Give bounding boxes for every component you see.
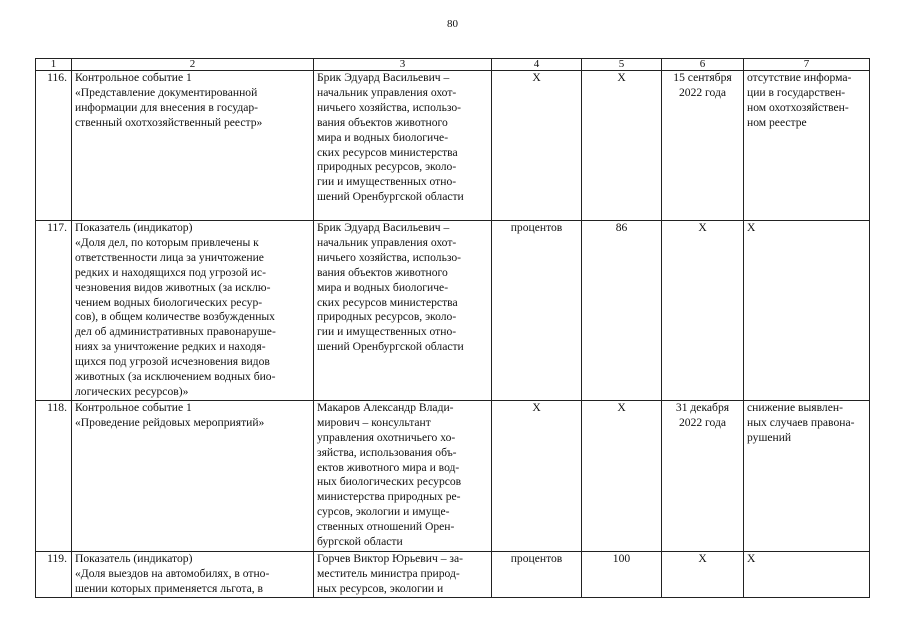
table-header-row	[36, 59, 870, 71]
result-cell-line: ном охотхозяйствен-	[747, 100, 849, 114]
header-cell: 1	[36, 59, 72, 71]
responsible-person-line: гии и имущественных отно-	[317, 175, 457, 189]
row-name-line: чезновения видов животных (за исклю-	[75, 280, 271, 294]
unit-cell: процентов	[492, 551, 582, 597]
responsible-person-line: Макаров Александр Влади-	[317, 400, 454, 414]
responsible-person	[314, 400, 492, 551]
responsible-person-line: меститель министра природ-	[317, 566, 460, 580]
row-name-line: редких и находящихся под угрозой ис-	[75, 265, 266, 279]
responsible-person-line: вания объектов животного	[317, 265, 448, 279]
plan-table	[35, 58, 870, 598]
responsible-person-line: ственных отношений Орен-	[317, 520, 455, 534]
row-number: 116.	[36, 71, 72, 221]
responsible-person-line: начальник управления охот-	[317, 235, 457, 249]
responsible-person-line: шений Оренбургской области	[317, 340, 464, 354]
row-name-line: «Проведение рейдовых мероприятий»	[75, 415, 265, 429]
responsible-person-line: бургской области	[317, 535, 403, 549]
deadline-cell	[662, 71, 744, 221]
table-row	[36, 71, 870, 221]
result-cell-line: ном реестре	[747, 115, 807, 129]
deadline-cell	[662, 551, 744, 597]
header-cell: 6	[662, 59, 744, 71]
row-name-line: шении которых применяется льгота, в	[75, 581, 264, 595]
row-name-line: Показатель (индикатор)	[75, 221, 193, 234]
value-cell: 86	[582, 221, 662, 401]
unit-cell: Х	[492, 71, 582, 221]
responsible-person-line: ных ресурсов, экологии и	[317, 581, 444, 595]
header-cell: 5	[582, 59, 662, 71]
row-name-line: ответственности лица за уничтожение	[75, 250, 264, 264]
row-number: 119.	[36, 551, 72, 597]
value-cell: Х	[582, 71, 662, 221]
result-cell	[744, 221, 870, 401]
row-name-line: «Доля выездов на автомобилях, в отно-	[75, 566, 270, 580]
responsible-person-line: природных ресурсов, эколо-	[317, 160, 457, 174]
responsible-person-line: ничьего хозяйства, использо-	[317, 100, 462, 114]
responsible-person-line: ектов животного мира и вод-	[317, 460, 460, 474]
row-number: 118.	[36, 400, 72, 551]
row-name	[72, 400, 314, 551]
row-name-line: щихся под угрозой исчезновения видов	[75, 355, 270, 369]
result-cell-line: ции в государствен-	[747, 85, 846, 99]
header-cell: 2	[72, 59, 314, 71]
deadline-cell-line: 31 декабря	[675, 400, 730, 414]
result-cell	[744, 400, 870, 551]
table-row	[36, 551, 870, 597]
row-name-line: «Доля дел, по которым привлечены к	[75, 235, 259, 249]
responsible-person-line: ских ресурсов министерства	[317, 145, 458, 159]
row-name	[72, 71, 314, 221]
result-cell-line: Х	[747, 551, 756, 565]
header-cell: 4	[492, 59, 582, 71]
result-cell-line: Х	[747, 221, 756, 234]
row-number: 117.	[36, 221, 72, 401]
row-name-line: информации для внесения в государ-	[75, 100, 259, 114]
responsible-person-line: ских ресурсов министерства	[317, 295, 458, 309]
responsible-person-line: шений Оренбургской области	[317, 190, 464, 204]
result-cell-line: отсутствие информа-	[747, 71, 852, 84]
responsible-person-line: ничьего хозяйства, использо-	[317, 250, 462, 264]
row-name-line: «Представление документированной	[75, 85, 258, 99]
deadline-cell-line: 15 сентября	[673, 71, 732, 84]
row-name-line: логических ресурсов)»	[75, 384, 189, 398]
result-cell-line: ных случаев правона-	[747, 415, 855, 429]
responsible-person	[314, 551, 492, 597]
responsible-person	[314, 221, 492, 401]
result-cell	[744, 71, 870, 221]
responsible-person-line: сурсов, экологии и имуще-	[317, 505, 450, 519]
deadline-cell-line: Х	[698, 221, 707, 234]
responsible-person-line: управления охотничьего хо-	[317, 430, 456, 444]
responsible-person-line: Брик Эдуард Васильевич –	[317, 71, 450, 84]
row-name	[72, 551, 314, 597]
result-cell-line: снижение выявлен-	[747, 400, 843, 414]
responsible-person-line: гии и имущественных отно-	[317, 325, 457, 339]
responsible-person-line: министерства природных ре-	[317, 490, 461, 504]
responsible-person-line: начальник управления охот-	[317, 85, 457, 99]
row-name-line: Показатель (индикатор)	[75, 551, 193, 565]
row-name-line: чением водных биологических ресур-	[75, 295, 263, 309]
responsible-person-line: зяйства, использования объ-	[317, 445, 457, 459]
value-cell: Х	[582, 400, 662, 551]
unit-cell: Х	[492, 400, 582, 551]
row-name-line: дел об административных правонаруше-	[75, 325, 276, 339]
value-cell: 100	[582, 551, 662, 597]
deadline-cell-line: 2022 года	[678, 85, 727, 99]
row-name-line: животных (за исключением водных био-	[75, 370, 276, 384]
responsible-person	[314, 71, 492, 221]
result-cell-line: рушений	[747, 430, 792, 444]
table-row	[36, 221, 870, 401]
row-name	[72, 221, 314, 401]
responsible-person-line: мира и водных биологиче-	[317, 130, 449, 144]
unit-cell: процентов	[492, 221, 582, 401]
responsible-person-line: мира и водных биологиче-	[317, 280, 449, 294]
row-name-line: ственный охотхозяйственный реестр»	[75, 115, 263, 129]
result-cell	[744, 551, 870, 597]
header-cell: 7	[744, 59, 870, 71]
deadline-cell-line: 2022 года	[678, 415, 727, 429]
row-name-line: ниях за уничтожение редких и находя-	[75, 340, 266, 354]
page-number: 80	[447, 18, 458, 30]
responsible-person-line: Горчев Виктор Юрьевич – за-	[317, 551, 463, 565]
deadline-cell	[662, 221, 744, 401]
responsible-person-line: Брик Эдуард Васильевич –	[317, 221, 450, 234]
responsible-person-line: природных ресурсов, эколо-	[317, 310, 457, 324]
header-cell: 3	[314, 59, 492, 71]
deadline-cell	[662, 400, 744, 551]
responsible-person-line: ных биологических ресурсов	[317, 475, 462, 489]
responsible-person-line: вания объектов животного	[317, 115, 448, 129]
table-row	[36, 400, 870, 551]
deadline-cell-line: Х	[698, 551, 707, 565]
row-name-line: Контрольное событие 1	[75, 71, 192, 84]
row-name-line: сов), в общем количестве возбужденных	[75, 310, 275, 324]
row-name-line: Контрольное событие 1	[75, 400, 192, 414]
responsible-person-line: мирович – консультант	[317, 415, 431, 429]
